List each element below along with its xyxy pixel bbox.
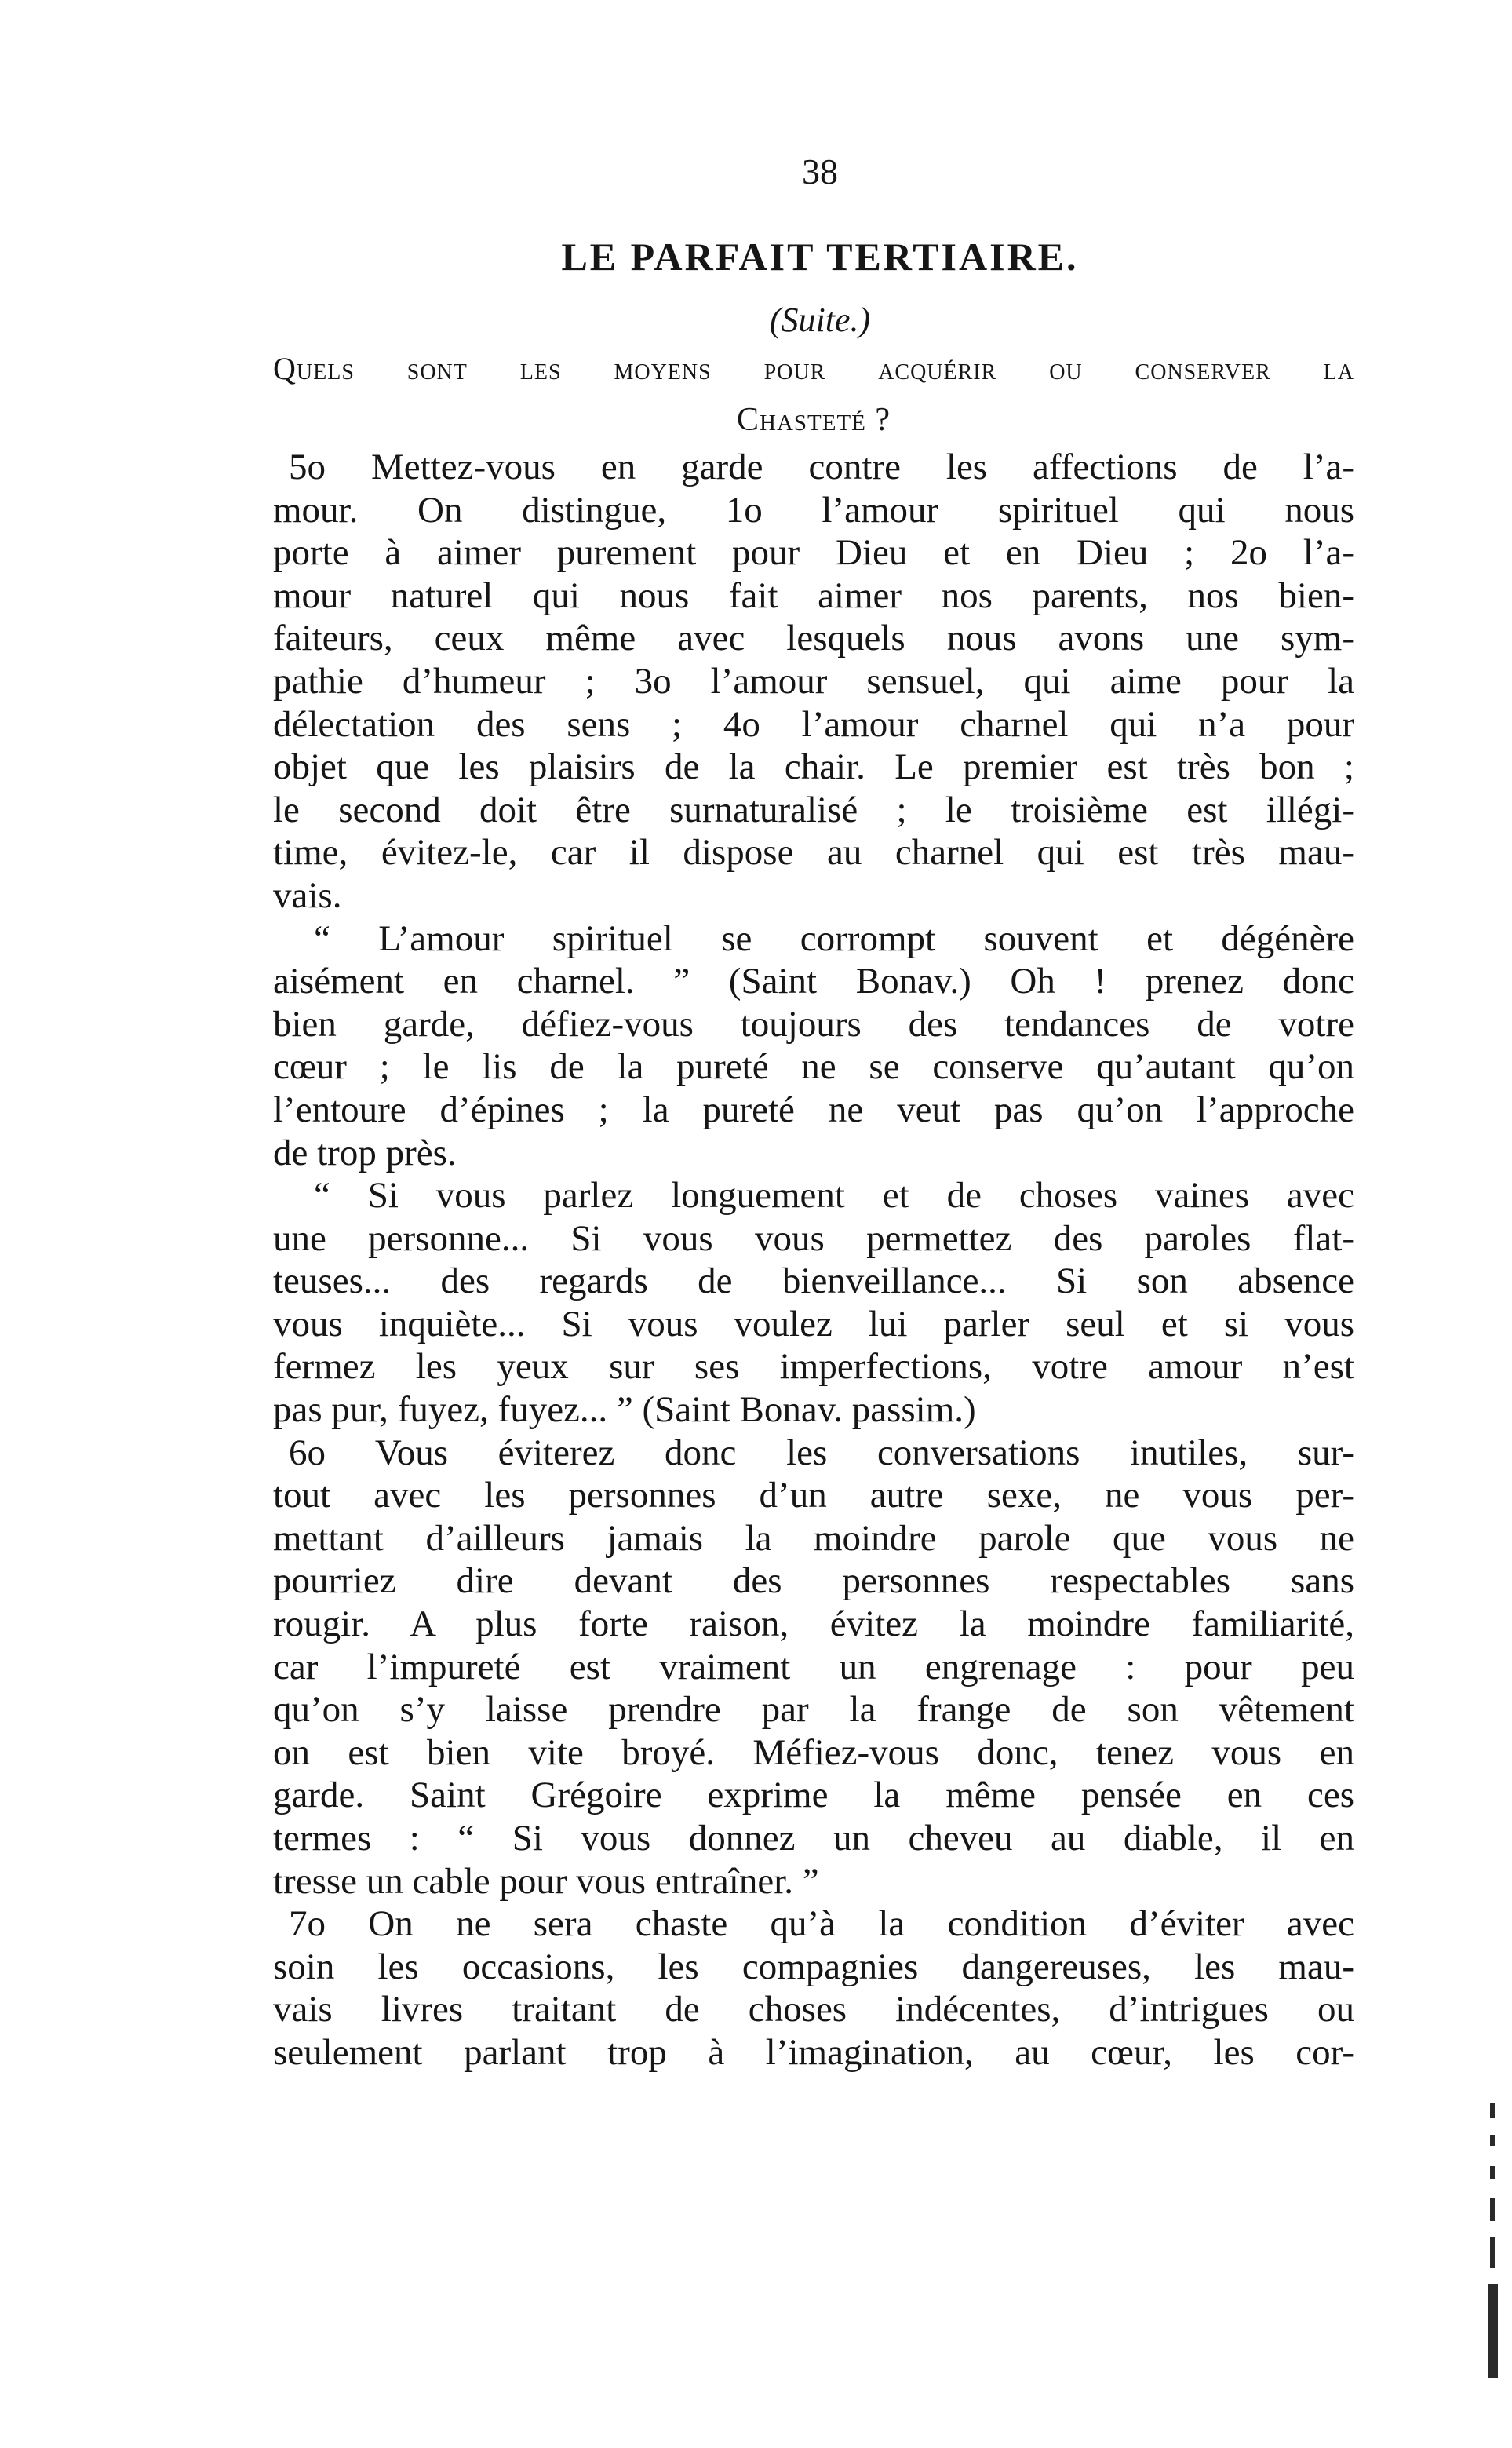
text-line: qu’on s’y laisse prendre par la frange de son vêtement <box>273 1689 1354 1731</box>
body-text <box>273 446 1354 2074</box>
text-line: “ L’amour spirituel se corrompt souvent et dégénère <box>314 918 1354 959</box>
text-line: car l’impureté est vraiment un engrenage : pour peu <box>273 1646 1354 1687</box>
text-line: 5o Mettez-vous en garde contre les affections de l’a- <box>289 447 1354 487</box>
text-line: teuses... des regards de bienveillance... Si son absence <box>273 1260 1354 1302</box>
text-line: 6o Vous éviterez donc les conversations inutiles, sur- <box>289 1432 1354 1473</box>
text-line: une personne... Si vous vous permettez des paroles flat- <box>273 1217 1354 1259</box>
text-line: porte à aimer purement pour Dieu et en Dieu ; 2o l’a- <box>273 532 1354 574</box>
text-line: fermez les yeux sur ses imperfections, votre amour n’est <box>273 1346 1354 1388</box>
text-line: pathie d’humeur ; 3o l’amour sensuel, qui aime pour la <box>273 660 1354 702</box>
text-line: garde. Saint Grégoire exprime la même pensée en ces <box>273 1775 1354 1816</box>
text-line: mettant d’ailleurs jamais la moindre parole que vous ne <box>273 1517 1354 1559</box>
text-line: l’entoure d’épines ; la pureté ne veut pas qu’on l’approche <box>273 1089 1354 1130</box>
text-line: vous inquiète... Si vous voulez lui parler seul et si vous <box>273 1303 1354 1344</box>
scan-edge-mark <box>1490 2135 1495 2146</box>
text-line: aisément en charnel. ” (Saint Bonav.) Oh ! prenez donc <box>273 961 1354 1002</box>
scan-edge-mark <box>1488 2284 1498 2378</box>
text-line: tresse un cable pour vous entraîner. ” <box>273 1860 819 1902</box>
text-line: le second doit être surnaturalisé ; le troisième est illégi- <box>273 789 1354 830</box>
scan-edge-mark <box>1490 2103 1495 2118</box>
text-line: on est bien vite broyé. Méfiez-vous donc, tenez vous en <box>273 1731 1354 1773</box>
text-line: rougir. A plus forte raison, évitez la moindre familiarité, <box>273 1603 1354 1645</box>
scan-edge-mark <box>1490 2198 1495 2221</box>
text-line: mour. On distingue, 1o l’amour spirituel qui nous <box>273 489 1354 531</box>
text-line: tout avec les personnes d’un autre sexe, ne vous per- <box>273 1475 1354 1516</box>
question-line-2: Chasteté ? <box>736 402 891 438</box>
text-line: faiteurs, ceux même avec lesquels nous avons une sym- <box>273 618 1354 659</box>
page-number: 38 <box>802 151 838 192</box>
scan-edge-mark <box>1490 2166 1495 2179</box>
text-line: 7o On ne sera chaste qu’à la condition d’éviter avec <box>289 1903 1354 1945</box>
section-question <box>273 353 1354 436</box>
text-line: cœur ; le lis de la pureté ne se conserve qu’autant qu’on <box>273 1046 1354 1088</box>
text-line: soin les occasions, les compagnies dangereuses, les mau- <box>273 1946 1354 1987</box>
text-line: seulement parlant trop à l’imagination, au cœur, les cor- <box>273 2031 1354 2073</box>
text-line: de trop près. <box>273 1132 457 1173</box>
text-line: pas pur, fuyez, fuyez... ” (Saint Bonav. passim.) <box>273 1389 976 1431</box>
question-line-1: Quels sont les moyens pour acquérir ou conserver la <box>273 351 1354 386</box>
scan-edge-mark <box>1490 2237 1495 2268</box>
text-line: vais livres traitant de choses indécentes, d’intrigues ou <box>273 1989 1354 2030</box>
subtitle-suite: (Suite.) <box>769 301 871 339</box>
text-line: bien garde, défiez-vous toujours des tendances de votre <box>273 1003 1354 1045</box>
text-line: time, évitez-le, car il dispose au charnel qui est très mau- <box>273 832 1354 874</box>
text-line: objet que les plaisirs de la chair. Le premier est très bon ; <box>273 746 1354 788</box>
text-line: “ Si vous parlez longuement et de choses vaines avec <box>314 1175 1354 1217</box>
text-line: délectation des sens ; 4o l’amour charnel qui n’a pour <box>273 703 1354 745</box>
running-title: LE PARFAIT TERTIAIRE. <box>561 235 1079 279</box>
text-line: pourriez dire devant des personnes respectables sans <box>273 1560 1354 1602</box>
text-line: termes : “ Si vous donnez un cheveu au diable, il en <box>273 1818 1354 1859</box>
text-line: mour naturel qui nous fait aimer nos parents, nos bien- <box>273 575 1354 616</box>
text-line: vais. <box>273 874 342 916</box>
